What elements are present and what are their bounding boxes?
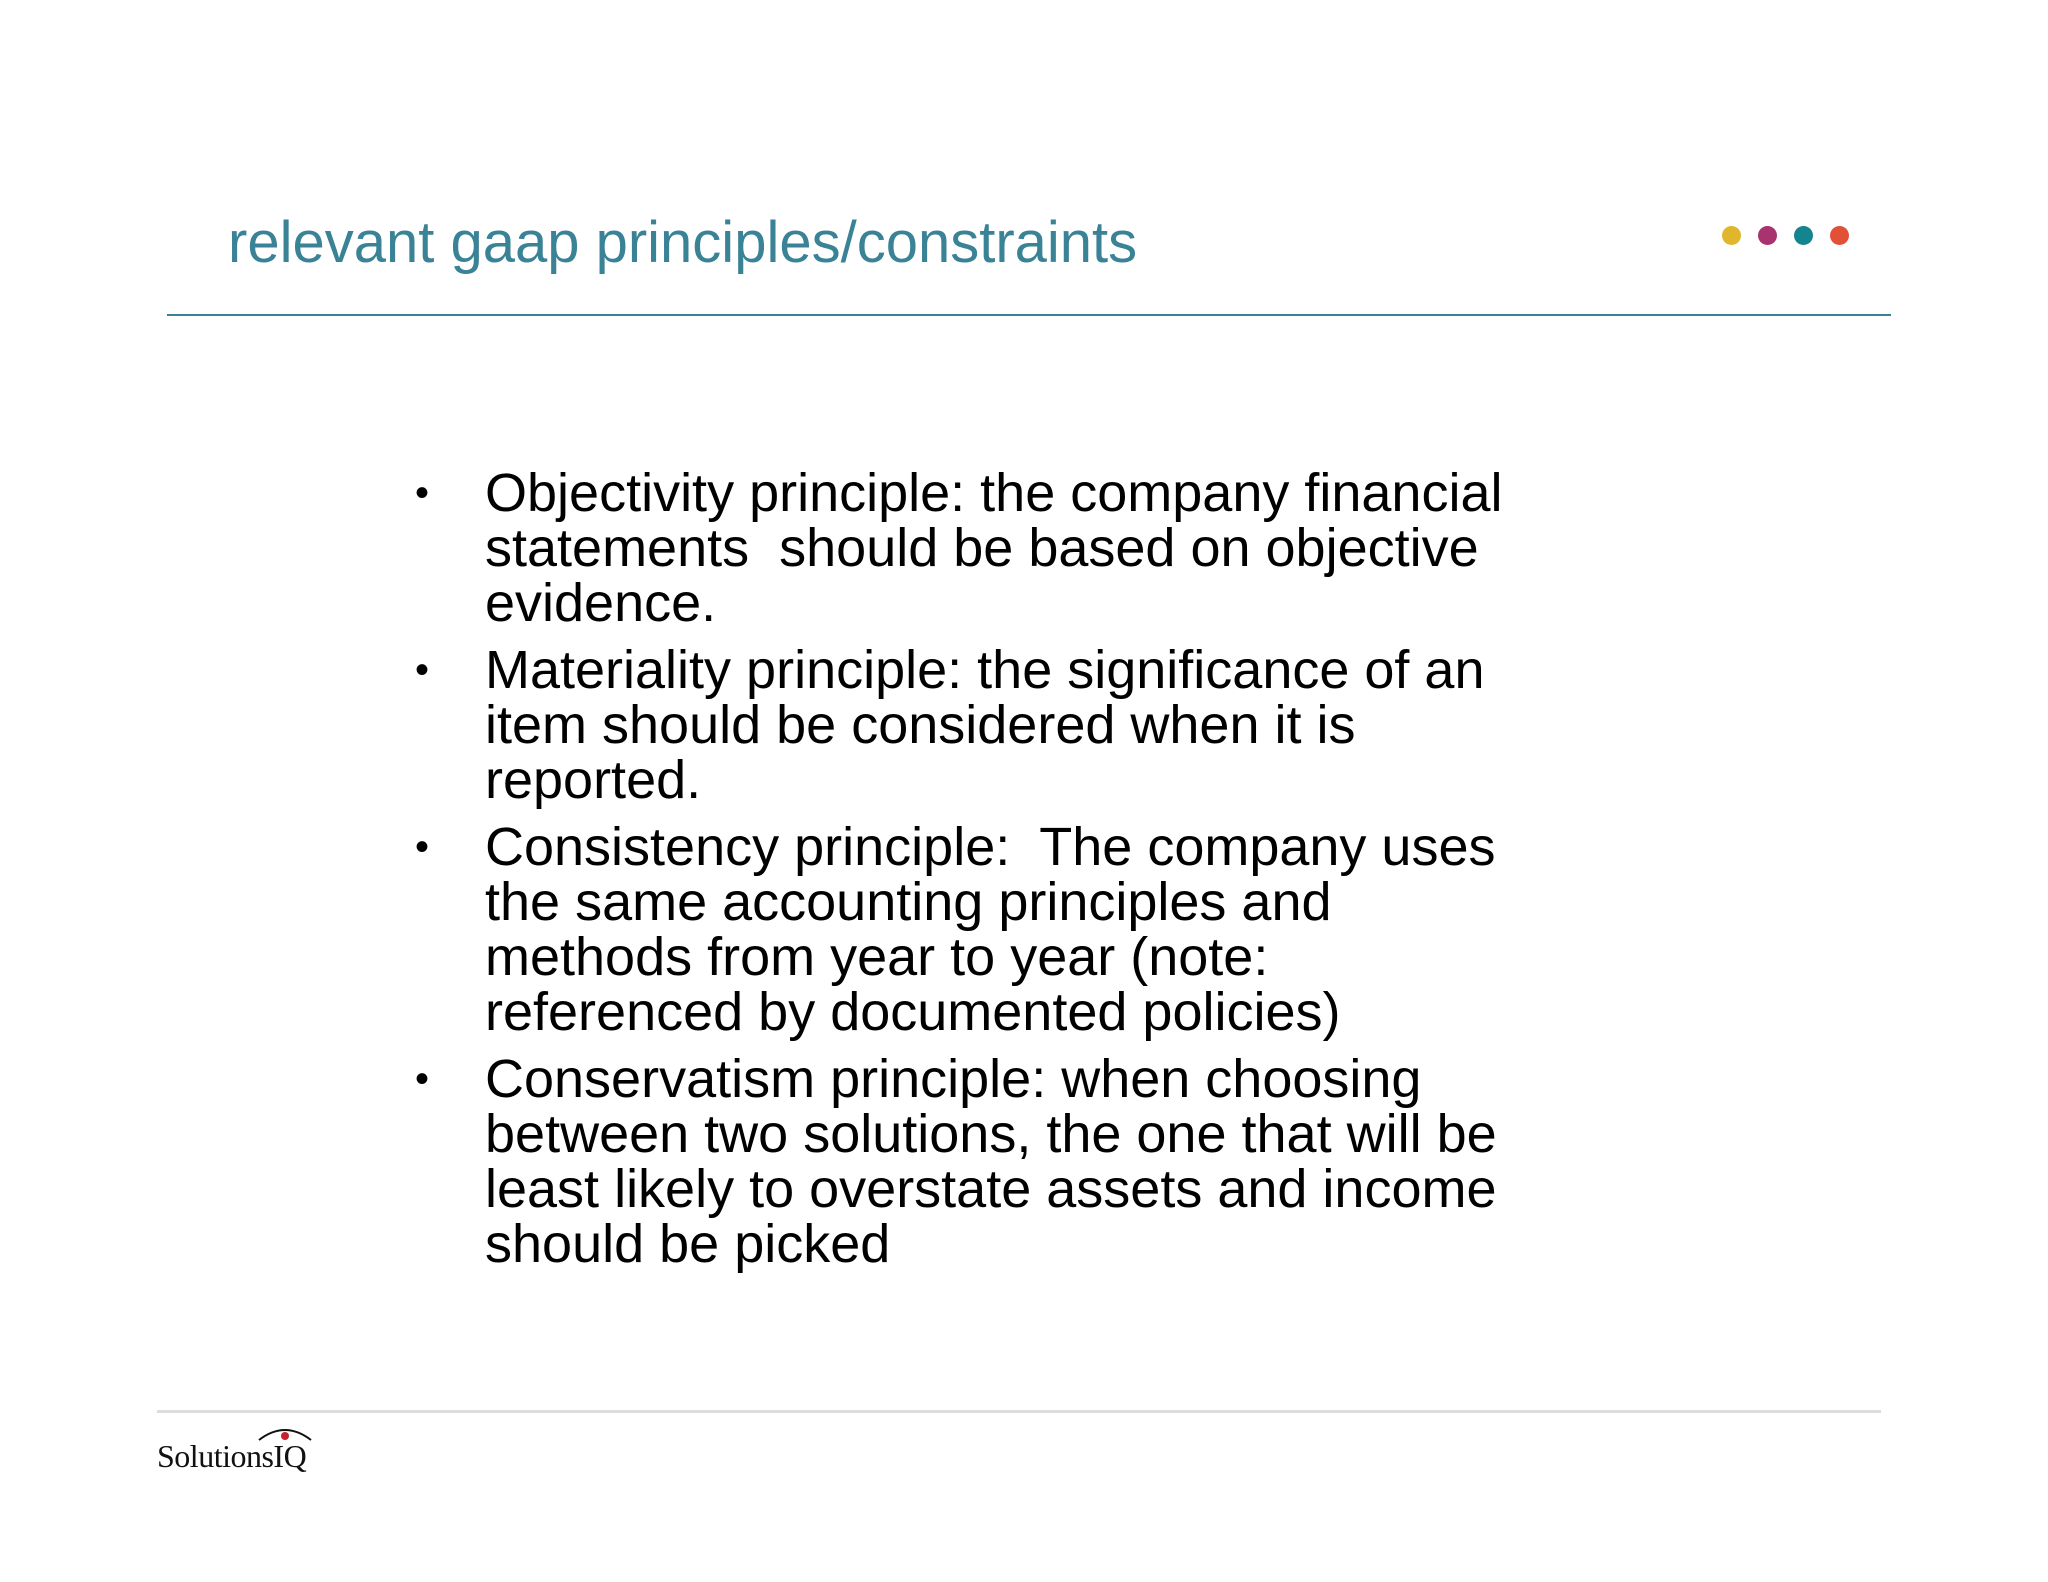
- bullet-text-line: methods from year to year (note:: [485, 927, 1269, 987]
- yellow-dot-icon: [1722, 226, 1741, 245]
- bullet-item-objectivity: [405, 463, 1585, 633]
- bullet-text-line: item should be considered when it is: [485, 695, 1356, 755]
- bullet-item-consistency: [405, 817, 1585, 1042]
- bullet-text-line: Materiality principle: the significance of an: [485, 640, 1485, 700]
- slide-title: relevant gaap principles/constraints: [228, 210, 1138, 275]
- bullet-list: [405, 463, 1585, 1284]
- bullet-text-line: between two solutions, the one that will be: [485, 1104, 1497, 1164]
- bullet-text-line: Consistency principle: The company uses: [485, 817, 1496, 877]
- bullet-icon: •: [415, 648, 430, 692]
- bullet-text-line: evidence.: [485, 573, 717, 633]
- bullet-text-line: referenced by documented policies): [485, 982, 1341, 1042]
- bullet-icon: •: [415, 471, 430, 515]
- bullet-item-materiality: [405, 640, 1585, 810]
- magenta-dot-icon: [1758, 226, 1777, 245]
- title-divider: [167, 314, 1891, 316]
- bullet-icon: •: [415, 1057, 430, 1101]
- bullet-text-line: the same accounting principles and: [485, 872, 1332, 932]
- teal-dot-icon: [1794, 226, 1813, 245]
- footer-divider: [157, 1410, 1881, 1413]
- bullet-text-line: reported.: [485, 750, 702, 810]
- bullet-item-conservatism: [405, 1049, 1585, 1274]
- bullet-text-line: least likely to overstate assets and income: [485, 1159, 1497, 1219]
- red-dot-icon: [1830, 226, 1849, 245]
- solutionsiq-logo: [157, 1422, 327, 1482]
- decorative-dots: [1722, 226, 1849, 246]
- bullet-text-line: should be picked: [485, 1214, 891, 1274]
- bullet-text-line: Conservatism principle: when choosing: [485, 1049, 1422, 1109]
- bullet-text-line: statements should be based on objective: [485, 518, 1479, 578]
- logo-text: SolutionsIQ: [157, 1438, 307, 1474]
- bullet-icon: •: [415, 825, 430, 869]
- bullet-text-line: Objectivity principle: the company financial: [485, 463, 1503, 523]
